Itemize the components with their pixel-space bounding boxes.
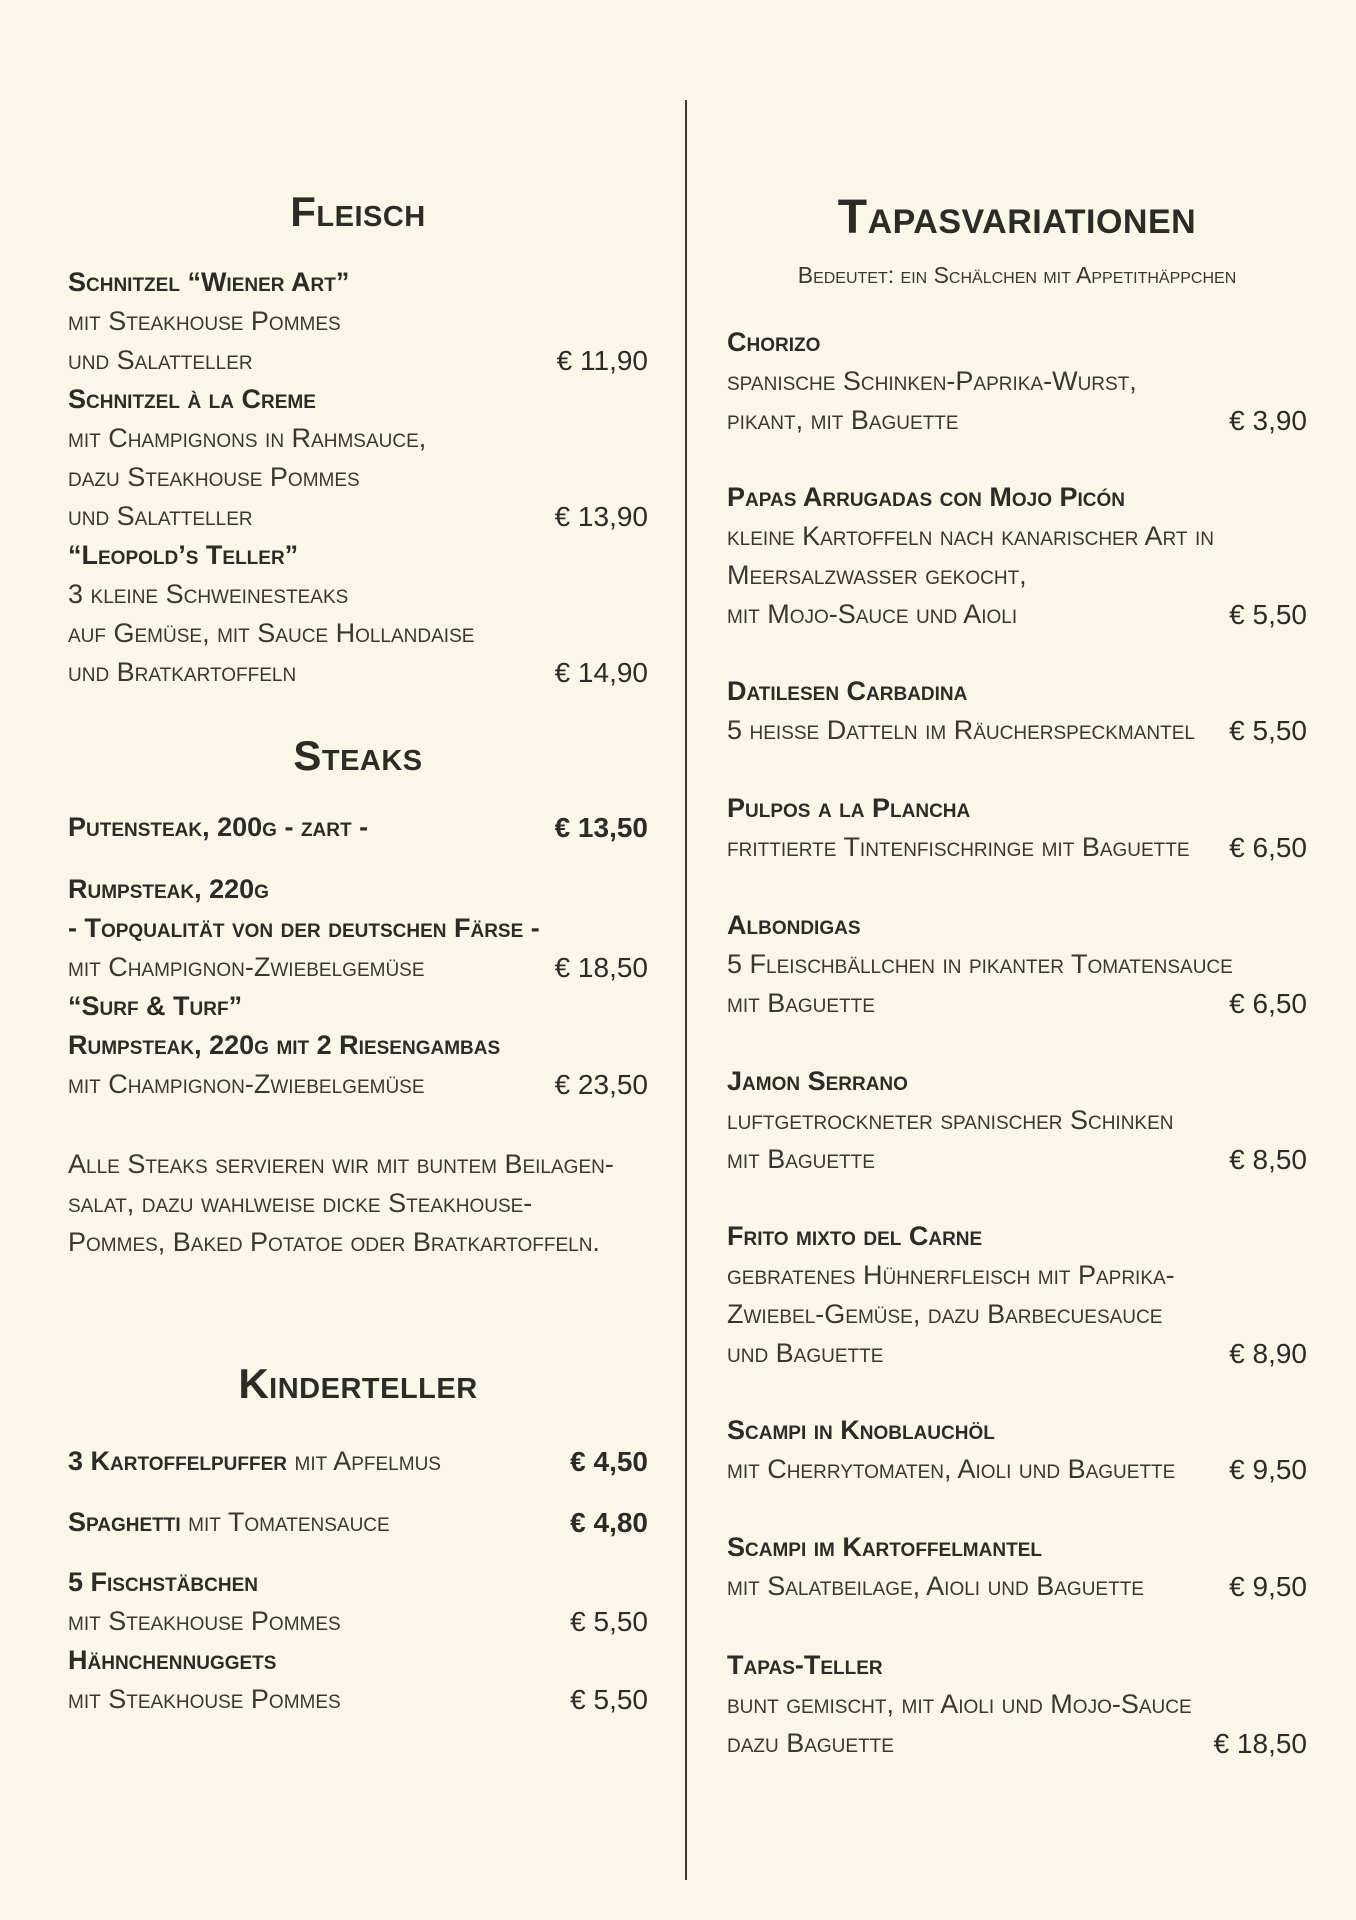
- item-title: Hähnchennuggets: [68, 1645, 277, 1675]
- item-title: 5 Fischstäbchen: [68, 1567, 258, 1597]
- item-desc: kleine Kartoffeln nach kanarischer Art in: [727, 521, 1214, 551]
- item-title: Frito mixto del Carne: [727, 1221, 983, 1251]
- item-desc: mit Tomatensauce: [180, 1507, 390, 1537]
- item-desc: mit Champignon-Zwiebelgemüse: [68, 1069, 425, 1099]
- item-price: € 18,50: [1210, 1724, 1307, 1763]
- item-title: Putensteak, 200g - zart -: [68, 812, 369, 842]
- item-price: € 5,50: [566, 1680, 648, 1719]
- item-desc: und Bratkartoffeln: [68, 657, 297, 687]
- menu-item-schnitzel-wiener: [68, 263, 648, 380]
- item-desc: spanische Schinken-Paprika-Wurst,: [727, 366, 1137, 396]
- item-title: Chorizo: [727, 327, 821, 357]
- note-line: salat, dazu wahlweise dicke Steakhouse-: [68, 1188, 533, 1218]
- item-desc: mit Baguette: [727, 988, 875, 1018]
- item-title: Pulpos a la Plancha: [727, 793, 971, 823]
- item-subtitle: Rumpsteak, 220g mit 2 Riesengambas: [68, 1030, 501, 1060]
- item-price: € 8,50: [1225, 1140, 1307, 1179]
- menu-item-albondigas: [727, 906, 1307, 1023]
- item-desc: und Baguette: [727, 1338, 884, 1368]
- item-price: € 4,80: [566, 1503, 648, 1542]
- menu-item-scampi-kartoffel: [727, 1528, 1307, 1606]
- menu-item-spaghetti: [68, 1503, 648, 1542]
- item-title: Schnitzel “Wiener Art”: [68, 267, 350, 297]
- menu-item-papas-arrugadas: [727, 478, 1307, 634]
- item-desc: mit Steakhouse Pommes: [68, 1606, 341, 1636]
- menu-item-frito-mixto: [727, 1217, 1307, 1373]
- menu-item-tapas-teller: [727, 1646, 1307, 1763]
- item-desc: mit Champignons in Rahmsauce,: [68, 423, 427, 453]
- item-desc: mit Champignon-Zwiebelgemüse: [68, 952, 425, 982]
- note-line: Pommes, Baked Potatoe oder Bratkartoffeln.: [68, 1227, 600, 1257]
- menu-item-kartoffelpuffer: [68, 1442, 648, 1481]
- item-desc: gebratenes Hühnerfleisch mit Paprika-: [727, 1260, 1175, 1290]
- item-desc: 5 Fleischbällchen in pikanter Tomatensauce: [727, 949, 1233, 979]
- item-price: € 14,90: [551, 653, 648, 692]
- section-heading-fleisch: Fleisch: [290, 188, 426, 235]
- menu-item-chorizo: [727, 323, 1307, 440]
- note-line: Alle Steaks servieren wir mit buntem Beilagen-: [68, 1149, 614, 1179]
- item-price: € 13,50: [551, 808, 648, 847]
- item-price: € 6,50: [1225, 984, 1307, 1023]
- item-desc: mit Mojo-Sauce und Aioli: [727, 599, 1018, 629]
- menu-item-rumpsteak: [68, 870, 648, 987]
- item-title: Spaghetti: [68, 1507, 181, 1537]
- item-price: € 9,50: [1225, 1450, 1307, 1489]
- item-title: “Surf & Turf”: [68, 991, 243, 1021]
- menu-item-leopolds-teller: [68, 536, 648, 692]
- item-desc: frittierte Tintenfischringe mit Baguette: [727, 832, 1190, 862]
- menu-item-haehnchennuggets: [68, 1641, 648, 1719]
- item-desc: mit Steakhouse Pommes: [68, 306, 341, 336]
- column-divider: [685, 100, 687, 1880]
- item-desc: 3 kleine Schweinesteaks: [68, 579, 349, 609]
- menu-item-jamon-serrano: [727, 1062, 1307, 1179]
- section-heading-steaks: Steaks: [293, 732, 423, 779]
- menu-item-datilesen: [727, 672, 1307, 750]
- item-title: Jamon Serrano: [727, 1066, 908, 1096]
- section-heading-kinderteller: Kinderteller: [238, 1360, 478, 1407]
- item-price: € 4,50: [566, 1442, 648, 1481]
- item-desc: Zwiebel-Gemüse, dazu Barbecuesauce: [727, 1299, 1163, 1329]
- item-desc: mit Baguette: [727, 1144, 875, 1174]
- item-price: € 9,50: [1225, 1567, 1307, 1606]
- menu-item-schnitzel-creme: [68, 380, 648, 536]
- section-heading-tapas: Tapasvariationen: [837, 191, 1197, 244]
- item-desc: Meersalzwasser gekocht,: [727, 560, 1027, 590]
- item-price: € 18,50: [551, 948, 648, 987]
- item-price: € 23,50: [551, 1065, 648, 1104]
- menu-item-scampi-knoblauch: [727, 1411, 1307, 1489]
- menu-item-putensteak: [68, 808, 648, 847]
- item-desc: luftgetrockneter spanischer Schinken: [727, 1105, 1174, 1135]
- item-price: € 5,50: [1225, 595, 1307, 634]
- item-desc: mit Steakhouse Pommes: [68, 1684, 341, 1714]
- menu-item-fischstaebchen: [68, 1563, 648, 1641]
- item-price: € 3,90: [1225, 401, 1307, 440]
- item-price: € 11,90: [553, 341, 648, 380]
- item-desc: bunt gemischt, mit Aioli und Mojo-Sauce: [727, 1689, 1192, 1719]
- item-title: Albondigas: [727, 910, 861, 940]
- menu-item-pulpos: [727, 789, 1307, 867]
- item-title: Datilesen Carbadina: [727, 676, 968, 706]
- item-title: Scampi in Knoblauchöl: [727, 1415, 995, 1445]
- item-price: € 13,90: [551, 497, 648, 536]
- tapas-subtitle: Bedeutet: ein Schälchen mit Appetithäppchen: [797, 262, 1237, 288]
- item-desc: 5 heiße Datteln im Räucherspeckmantel: [727, 715, 1195, 745]
- item-desc: dazu Steakhouse Pommes: [68, 462, 360, 492]
- item-title: 3 Kartoffelpuffer: [68, 1446, 287, 1476]
- item-desc: und Salatteller: [68, 345, 253, 375]
- item-price: € 8,90: [1225, 1334, 1307, 1373]
- item-title: Scampi im Kartoffelmantel: [727, 1532, 1042, 1562]
- item-desc: mit Cherrytomaten, Aioli und Baguette: [727, 1454, 1176, 1484]
- item-desc: pikant, mit Baguette: [727, 405, 959, 435]
- item-title: “Leopold’s Teller”: [68, 540, 299, 570]
- item-price: € 6,50: [1225, 828, 1307, 867]
- item-desc: mit Salatbeilage, Aioli und Baguette: [727, 1571, 1144, 1601]
- menu-item-surf-turf: [68, 987, 648, 1104]
- item-title: Rumpsteak, 220g: [68, 874, 269, 904]
- item-desc: mit Apfelmus: [287, 1446, 441, 1476]
- steaks-note: [68, 1145, 668, 1262]
- item-subtitle: - Topqualität von der deutschen Färse -: [68, 913, 540, 943]
- item-desc: dazu Baguette: [727, 1728, 894, 1758]
- item-title: Tapas-Teller: [727, 1650, 883, 1680]
- item-desc: und Salatteller: [68, 501, 253, 531]
- item-price: € 5,50: [566, 1602, 648, 1641]
- item-title: Schnitzel à la Creme: [68, 384, 316, 414]
- item-desc: auf Gemüse, mit Sauce Hollandaise: [68, 618, 475, 648]
- item-price: € 5,50: [1225, 711, 1307, 750]
- item-title: Papas Arrugadas con Mojo Picón: [727, 482, 1126, 512]
